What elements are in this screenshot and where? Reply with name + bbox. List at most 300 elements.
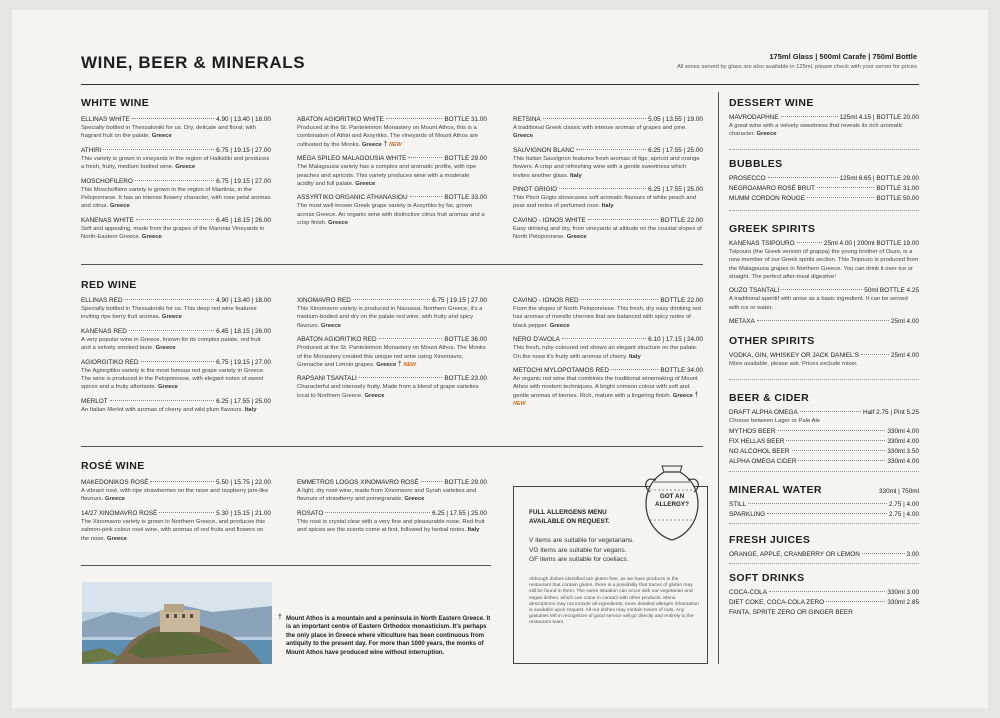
menu-item-header	[729, 599, 919, 606]
leader-dots	[781, 116, 838, 117]
menu-item	[729, 609, 919, 616]
white-wine-col-2	[297, 116, 487, 234]
menu-item-header	[729, 352, 919, 359]
menu-item-description-text: A great wine with a velvety sweetness that reveals its rich aromatic character.	[729, 123, 903, 138]
menu-item	[81, 217, 271, 242]
menu-item-origin: Italy	[601, 203, 614, 210]
menu-item-header	[729, 511, 919, 518]
menu-item-name: MAKEDONIKOS ROSÉ	[81, 479, 149, 486]
menu-item-price: BOTTLE 29.00	[444, 479, 487, 486]
menu-item-description-text: Tsipouro (the Greek version of grappa) the young brother of Ouzo, is a new member of our Greek spirits section. This Tsipouro is produced from the Malagousia grapes in Northern Greece. You can drink it over-ice or straight. The perfect after-meal digestive!	[729, 248, 919, 281]
menu-item-origin: Greece	[364, 392, 385, 399]
other-spirits-list	[729, 352, 919, 368]
menu-item-header	[729, 551, 919, 558]
menu-item-price: 2.75 | 4.00	[888, 511, 919, 519]
menu-item	[729, 240, 919, 282]
menu-item-header	[729, 195, 919, 202]
rose-wine-col-1	[81, 479, 271, 549]
menu-item-description-text: An Italian Merlot with aromas of cherry and wild plum flavours.	[81, 406, 244, 413]
menu-item-name: ABATON AGIORITIKO WHITE	[297, 116, 384, 123]
mineral-water-sizes: 330ml | 750ml	[878, 488, 919, 496]
menu-item-description	[513, 225, 703, 242]
menu-item-header	[81, 116, 271, 123]
menu-item	[729, 409, 919, 425]
menu-item	[729, 511, 919, 518]
menu-item-header	[297, 155, 487, 162]
menu-item-name: MERLOT	[81, 397, 108, 405]
leader-dots	[141, 361, 215, 362]
menu-item-description	[513, 344, 703, 361]
separator	[729, 471, 919, 472]
menu-item	[513, 217, 703, 242]
menu-item	[729, 458, 919, 465]
section-greek-spirits	[729, 223, 919, 325]
white-wine-col-3	[513, 116, 703, 248]
menu-item	[513, 297, 703, 330]
new-badge: NEW	[403, 362, 416, 369]
menu-item-price: 125ml 6.65 | BOTTLE 29.00	[839, 174, 919, 182]
menu-item-description	[297, 202, 487, 227]
menu-item-name: ORANGE, APPLE, CRANBERRY OR LEMON	[729, 551, 860, 559]
section-title-soft-drinks: SOFT DRINKS	[729, 572, 805, 585]
menu-item-origin: Greece	[175, 164, 196, 171]
menu-item	[81, 116, 271, 141]
menu-item-header	[81, 398, 271, 405]
page-title: WINE, BEER & MINERALS	[81, 53, 306, 72]
menu-item	[729, 599, 919, 606]
leader-dots	[386, 118, 443, 119]
menu-item	[297, 155, 487, 188]
menu-item-description	[81, 155, 271, 172]
menu-item-origin: Greece	[328, 220, 349, 227]
menu-item-header	[81, 147, 271, 154]
leader-dots	[807, 197, 874, 198]
menu-item-description	[81, 367, 271, 392]
menu-item-origin: Greece	[549, 322, 570, 329]
menu-item-name: ASSYRTIKO ORGANIC ATHANASIOU	[297, 194, 408, 202]
menu-item-header	[729, 458, 919, 465]
menu-item-name: OUZO TSANTALI	[729, 287, 780, 295]
menu-item-name: FANTA, SPRITE ZERO OR GINGER BEER	[729, 609, 853, 617]
menu-item-price: 25ml 4.00	[890, 352, 919, 360]
menu-item-origin: Italy	[628, 353, 641, 360]
monastery-cross-icon: †	[383, 140, 388, 148]
menu-item-name: ABATON AGIORITIKO RED	[297, 336, 377, 344]
greek-spirits-list	[729, 240, 919, 325]
menu-item-header	[729, 438, 919, 445]
menu-item-description	[729, 360, 919, 368]
menu-item	[729, 185, 919, 192]
menu-item-price: 5.30 | 15.15 | 21.00	[216, 509, 271, 517]
menu-item-origin: Greece	[141, 234, 162, 241]
menu-item-price: 330ml 3.50	[887, 448, 919, 456]
menu-item-description	[513, 124, 703, 141]
menu-item-description	[81, 336, 271, 353]
menu-item-header	[81, 328, 271, 335]
menu-item-description	[297, 124, 487, 149]
leader-dots	[798, 460, 885, 461]
menu-item-header	[729, 175, 919, 182]
menu-item-price: BOTTLE 31.00	[444, 116, 487, 123]
menu-item-price: 6.25 | 17.55 | 25.00	[216, 397, 271, 405]
menu-item-price: 330ml 4.00	[887, 428, 919, 436]
section-title-beer-cider: BEER & CIDER	[729, 391, 810, 404]
menu-item-header	[729, 409, 919, 416]
menu-item	[729, 114, 919, 139]
pricing-line: 175ml Glass | 500ml Carafe | 750ml Bottle	[769, 52, 917, 61]
menu-item-name: SAUVIGNON BLANC	[513, 146, 575, 154]
menu-item-name: CAVINO - IONOS RED	[513, 297, 579, 304]
menu-item-description-text: The most well-known Greek grape variety is Assyrtiko by far, grown across Greece. An organic wine with distinctive citrus fruit aromas and a crisp finish.	[297, 203, 485, 227]
menu-item-header	[729, 609, 919, 616]
menu-item-description	[81, 305, 271, 322]
leader-dots	[421, 481, 443, 482]
separator	[729, 523, 919, 524]
menu-item	[297, 297, 487, 330]
menu-item-name: STILL	[729, 501, 747, 509]
amphora-allergy-badge	[640, 460, 704, 544]
menu-item-header	[297, 375, 487, 382]
menu-item-header	[513, 336, 703, 343]
menu-item-description	[297, 305, 487, 330]
menu-item-name: DRAFT ALPHA OMEGA	[729, 408, 798, 416]
leader-dots	[797, 242, 822, 243]
menu-item	[513, 116, 703, 141]
menu-item-price: 5.05 | 13.55 | 19.00	[648, 116, 703, 123]
menu-item-name: NEGROAMARO ROSÉ BRUT	[729, 184, 815, 192]
menu-item-origin: Greece	[151, 133, 172, 140]
menu-item-header	[81, 510, 271, 517]
menu-item-description	[297, 383, 487, 400]
menu-item-price: 330ml 4.00	[887, 438, 919, 446]
menu-item-price: 6.75 | 19.15 | 27.00	[216, 358, 271, 366]
divider-red-rose	[81, 446, 703, 447]
menu-item	[297, 116, 487, 149]
pricing-note: All wines served by glass are also available in 125ml, please check with your server for prices	[676, 64, 917, 70]
menu-item-header	[297, 479, 487, 486]
divider-white-red	[81, 264, 703, 265]
sidebar-drinks	[729, 97, 919, 619]
leader-dots	[792, 450, 886, 451]
menu-item-header	[729, 318, 919, 325]
menu-item-origin: Greece	[513, 133, 533, 140]
section-dessert-wine	[729, 97, 919, 139]
leader-dots	[862, 553, 905, 554]
menu-item-name: MUMM CORDON ROUGE	[729, 194, 805, 202]
section-bubbles	[729, 158, 919, 202]
menu-item-price: BOTTLE 36.00	[444, 336, 487, 344]
menu-item-description-text: Specially bottled in Thessaloniki for us. This deep red wine features inviting ripe berry fruit aromas.	[81, 306, 257, 321]
fresh-juices-list	[729, 551, 919, 558]
leader-dots	[778, 430, 886, 431]
section-title-bubbles: BUBBLES	[729, 157, 783, 170]
menu-item-name: KANENAS WHITE	[81, 216, 134, 224]
leader-dots	[135, 180, 214, 181]
red-wine-col-3	[513, 297, 703, 415]
menu-item-name: ELLINAS RED	[81, 297, 123, 304]
beer-cider-list	[729, 409, 919, 465]
menu-item-header	[297, 336, 487, 343]
menu-item-header	[81, 359, 271, 366]
menu-item-description-text: This Xinomavro variety is produced in Naoussa, Northern Greece, it's a medium-bodied and dry on the palate red wine, with fruity and spicy flavours.	[297, 306, 483, 329]
menu-item	[729, 448, 919, 455]
section-title-dessert-wine: DESSERT WINE	[729, 97, 814, 109]
menu-item-origin: Greece	[106, 535, 127, 542]
leader-dots	[768, 177, 838, 178]
menu-item-name: AGIORGITIKO RED	[81, 358, 139, 366]
menu-item-price: BOTTLE 22.00	[660, 297, 703, 304]
allergy-badge-text: GOT AN ALLERGY?	[655, 493, 689, 508]
menu-item-header	[513, 297, 703, 304]
menu-item-price: BOTTLE 22.00	[660, 216, 703, 224]
leader-dots	[408, 157, 442, 158]
leader-dots	[581, 299, 659, 300]
menu-item-description-text: Characterful and intensely fruity. Made from a blend of grape varieties local to Northern Greece.	[297, 384, 479, 399]
menu-item-description	[297, 487, 487, 504]
menu-item	[297, 336, 487, 369]
menu-item-price: 6.45 | 18.15 | 26.00	[216, 216, 271, 224]
menu-item-origin: Greece	[361, 141, 382, 148]
menu-item-origin: Italy	[467, 527, 480, 534]
menu-item-price: BOTTLE 29.00	[444, 155, 487, 163]
pricing-info	[677, 52, 917, 70]
menu-item	[513, 336, 703, 361]
section-title-greek-spirits: GREEK SPIRITS	[729, 222, 816, 235]
menu-item	[729, 501, 919, 508]
menu-item-description	[513, 155, 703, 180]
white-wine-col-1	[81, 116, 271, 248]
menu-item-description	[81, 186, 271, 211]
leader-dots	[800, 411, 861, 412]
menu-item	[81, 510, 271, 543]
leader-dots	[826, 601, 885, 602]
menu-item-origin: Greece	[104, 496, 125, 503]
leader-dots	[767, 513, 887, 514]
menu-item-description-text: The Agiorgitiko variety is the most famous red grape variety in Greece. The wine is produced in the Peloponnese, with elegant notes of sweet spices and a fruity aftertaste.	[81, 367, 265, 391]
menu-item-description-text: A very popular wine in Greece, known for its complex palate, red fruit and a velvety smoked taste.	[81, 336, 261, 352]
menu-item	[513, 186, 703, 211]
section-title-white-wine: WHITE WINE	[81, 97, 150, 109]
menu-item-description	[81, 487, 271, 504]
monastery-cross-icon: †	[694, 391, 699, 399]
menu-item-origin: Italy	[244, 406, 257, 413]
menu-item-price: 6.25 | 17.55 | 25.00	[432, 509, 487, 517]
menu-item-name: CAVINO - IONOS WHITE	[513, 216, 586, 224]
menu-item-description-text: This Moschofilero variety is grown in the region of Mantinia, in the Peloponnese. It has an intense flowery character, with rose petal aromas and citrus.	[81, 186, 271, 210]
menu-item-description	[81, 406, 271, 414]
menu-item-name: MOSCHOFILERO	[81, 177, 133, 185]
menu-item-description	[81, 124, 271, 141]
menu-item-header	[513, 367, 703, 374]
leader-dots	[125, 299, 215, 300]
menu-item-price: 330ml 2.85	[887, 599, 919, 607]
menu-item	[513, 147, 703, 180]
menu-item-origin: Greece	[756, 131, 777, 138]
menu-item-header	[297, 116, 487, 123]
menu-item	[513, 367, 703, 409]
leader-dots	[379, 338, 443, 339]
menu-item-header	[729, 240, 919, 247]
menu-item-price: 125ml 4.15 | BOTTLE 20.00	[839, 114, 919, 121]
menu-item	[81, 147, 271, 172]
menu-item-description	[513, 194, 703, 211]
legend-gluten-free: GF items are suitable for coeliacs.	[529, 556, 629, 563]
allergens-title: FULL ALLERGENS MENU AVAILABLE ON REQUEST.	[529, 509, 610, 525]
menu-item-header	[729, 448, 919, 455]
menu-item-name: RETSINA	[513, 116, 541, 123]
menu-item-price: BOTTLE 31.00	[876, 184, 919, 192]
menu-item-name: SPARKLING	[729, 511, 766, 519]
menu-item	[81, 479, 271, 504]
section-beer-cider	[729, 392, 919, 465]
menu-item-description-text: The Malagousia variety has a complex and aromatic profile, with ripe peaches and apricots. This variety produces wine with a moderate acidity and full palate.	[297, 164, 477, 188]
mount-athos-note	[278, 614, 491, 657]
menu-item-origin: Italy	[569, 172, 582, 179]
menu-item-description	[729, 122, 919, 139]
menu-item-description	[513, 305, 703, 330]
menu-item	[729, 352, 919, 368]
leader-dots	[817, 187, 874, 188]
menu-item-header	[729, 589, 919, 596]
menu-item-description-text: This rosé is crystal clear with a very fine and pleasurable nose. Red fruit and spices are the scents come at first, followed by herbal notes.	[297, 518, 485, 534]
leader-dots	[861, 354, 889, 355]
menu-item-price: 25ml 4.00	[890, 318, 919, 326]
menu-item	[81, 297, 271, 322]
leader-dots	[132, 118, 214, 119]
red-wine-col-1	[81, 297, 271, 420]
menu-item-origin: Greece	[404, 496, 425, 503]
menu-item-price: 25ml 4.00 | 200ml BOTTLE 19.00	[823, 239, 919, 247]
menu-item-description	[729, 417, 919, 425]
menu-item-price: 6.10 | 17.15 | 24.00	[648, 336, 703, 344]
menu-item-price: BOTTLE 50.00	[876, 194, 919, 202]
new-badge: NEW	[513, 401, 526, 408]
menu-item-description-text: Choose between Lager or Pale Ale	[729, 417, 821, 424]
menu-item-header	[297, 297, 487, 304]
allergens-disclaimer: Although dishes identified are gluten free, as we have products in the restaurant that contain gluten, there is a possibility that traces of gluten may still be found in them. The same situation can occur with our vegetarian and vegan dishes, which can come in contact with other products. Menu descriptions may not include all ingredients; more detailed allergen information is available upon request. All our dishes may contain traces of nuts. Any gratuities left in recognition of good service will go directly and entirely to the restaurant team.	[529, 577, 699, 626]
menu-item-origin: Greece	[109, 203, 130, 210]
menu-item-description-text: A traditional aperitif with anise as a basic ingredient. It can be served with ice or water.	[729, 296, 908, 311]
menu-item-name: DIET COKE, COCA-COLA ZERO	[729, 599, 825, 607]
menu-item-price: 6.75 | 19.15 | 27.00	[216, 146, 271, 154]
menu-item-description-text: This Pinot Grigio showcases soft aromatic flavours of white peach and pear and notes of perfumed rose.	[513, 195, 697, 210]
menu-item-origin: Greece	[157, 384, 178, 391]
menu-item-name: METOCHI MYLOPOTAMOS RED	[513, 367, 609, 375]
menu-item-origin: Greece	[161, 314, 182, 321]
menu-item-origin: Greece	[320, 322, 341, 329]
menu-item-description-text: The Xinomavro variety is grown in Northern Greece, and produces this salmon-pink colour rosé wine, with aromas of red fruits and flowers on the nose.	[81, 518, 266, 542]
menu-item-origin: Greece	[355, 181, 376, 188]
leader-dots	[562, 338, 646, 339]
menu-item-description	[297, 518, 487, 535]
mineral-water-list	[729, 501, 919, 518]
leader-dots	[150, 481, 214, 482]
leader-dots	[543, 118, 646, 119]
menu-item-price: BOTTLE 23.00	[444, 375, 487, 383]
leader-dots	[757, 320, 889, 321]
menu-item-origin: Greece	[376, 362, 397, 369]
leader-dots	[576, 149, 646, 150]
section-title-red-wine: RED WINE	[81, 279, 137, 291]
menu-item-header	[297, 510, 487, 517]
section-fresh-juices	[729, 534, 919, 558]
menu-item-price: 3.00	[906, 551, 919, 559]
menu-item-price: 6.25 | 17.55 | 25.00	[648, 186, 703, 194]
menu-item	[729, 195, 919, 202]
menu-item	[729, 175, 919, 182]
leader-dots	[781, 289, 862, 290]
separator	[729, 210, 919, 211]
section-other-spirits	[729, 335, 919, 368]
menu-item	[297, 375, 487, 400]
menu-item-origin: Greece	[672, 392, 693, 399]
divider-rose-bottom	[81, 565, 491, 566]
menu-item-header	[729, 185, 919, 192]
separator	[729, 149, 919, 150]
menu-item-description-text: Soft and appealing, made from the grapes of the Maronia Vineyards in North-Eastern Greece.	[81, 225, 265, 241]
menu-item-price: 6.75 | 19.15 | 27.00	[216, 177, 271, 185]
leader-dots	[110, 400, 215, 401]
menu-item-name: ATHIRI	[81, 146, 102, 154]
leader-dots	[748, 503, 887, 504]
menu-item	[81, 328, 271, 353]
menu-item	[297, 194, 487, 227]
menu-item-price: 4.90 | 13.40 | 18.00	[216, 297, 271, 304]
menu-item-price: 50ml BOTTLE 4.25	[864, 287, 919, 295]
menu-item-price: Half 2.75 | Pint 5.25	[862, 408, 919, 416]
menu-item-header	[729, 114, 919, 121]
menu-item-description	[513, 375, 703, 409]
section-title-other-spirits: OTHER SPIRITS	[729, 335, 815, 348]
menu-item-description-text: From the slopes of North Peloponnese. This fresh, dry easy drinking red has aromas of morello cherries that are balanced with spicy notes of black pepper.	[513, 306, 701, 329]
menu-item-price: 4.90 | 13.40 | 18.00	[216, 116, 271, 123]
menu-item-name: ELLINAS WHITE	[81, 116, 130, 123]
menu-item	[81, 178, 271, 211]
menu-item-header	[729, 501, 919, 508]
menu-item-origin: Greece	[566, 234, 587, 241]
menu-item	[81, 398, 271, 414]
menu-item-price: 5.50 | 15.75 | 22.00	[216, 479, 271, 486]
menu-item	[81, 359, 271, 392]
dietary-legend	[529, 536, 634, 565]
menu-item-header	[729, 428, 919, 435]
menu-item-name: NO ALCOHOL BEER	[729, 448, 790, 456]
menu-item	[729, 551, 919, 558]
menu-item-price: 6.75 | 19.15 | 27.00	[432, 297, 487, 304]
leader-dots	[410, 196, 443, 197]
menu-item-description-text: Produced at the St. Panteleimon Monastery on Mount Athos. The Monks of the Monastery created this unique red wine using Xinomavro, Grenache and Limnio grapes.	[297, 345, 486, 369]
menu-item-description	[297, 163, 487, 188]
menu-item-origin: Greece	[155, 345, 176, 352]
menu-item-name: COCA-COLA	[729, 589, 767, 597]
legend-vegan: VG items are suitable for vegans.	[529, 546, 627, 554]
menu-item	[729, 438, 919, 445]
menu-item-price: 6.25 | 17.55 | 25.00	[648, 146, 703, 154]
menu-item-price: BOTTLE 33.00	[444, 194, 487, 202]
menu-item-header	[81, 178, 271, 185]
menu-item	[729, 589, 919, 596]
menu-item-description	[729, 295, 919, 312]
menu-item-description-text: Specially bottled in Thessaloniki for us. Dry, delicate and floral, with fragrant fruit on the palate.	[81, 125, 256, 140]
leader-dots	[769, 591, 885, 592]
legend-vegetarian: V items are suitable for vegetarians.	[529, 537, 635, 544]
dessert-wine-list	[729, 114, 919, 139]
new-badge: NEW	[389, 141, 402, 148]
menu-item-name: KANENAS TSIPOURO	[729, 239, 795, 247]
menu-item-name: PINOT GRIGIO	[513, 186, 558, 194]
leader-dots	[611, 369, 658, 370]
soft-drinks-list	[729, 589, 919, 616]
